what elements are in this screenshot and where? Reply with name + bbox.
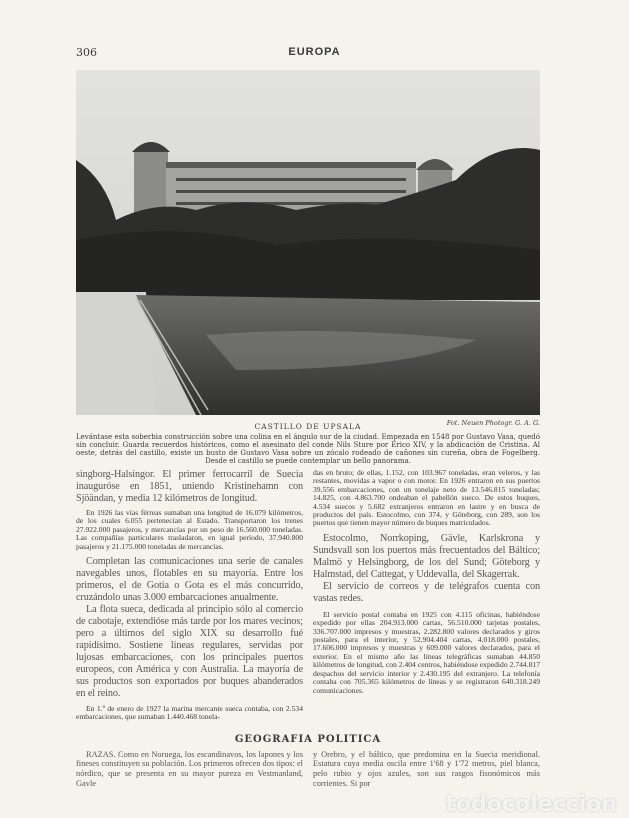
figure-caption: Levántase esta soberbia construcción sobre una colina en el ángulo sur de la ciudad. Empezada en 1548 por Gustavo Vasa, quedó sin concluir. Guarda recuerdos históricos, como el asesinato del conde Nils Sture por Erico XIV, y la abdicación de Cristina. Al oeste, detrás del castillo, existe un busto de Gustavo Vasa sobre un zócalo rodeado de cañones sin cureña, obra de Fogelberg. Desde el castillo se puede contemplar un bello panorama. <box>76 433 540 465</box>
photo-credit: Fot. Neuen Photogr. G. A. G. <box>446 419 540 427</box>
body-columns <box>76 469 540 722</box>
left-column <box>76 469 303 722</box>
running-title: EUROPA <box>288 46 341 58</box>
section-heading: GEOGRAFIA POLITICA <box>234 733 382 745</box>
paragraph: Completan las comunicaciones una serie de canales navegables unos, flotables en su mayoría. Entre los primeros, el de Gotia o Gota es el más concurrido, cruzándolo unas 3.000 embarcaciones anualmente. <box>76 556 303 604</box>
castle-photo <box>76 70 540 415</box>
paragraph: En 1.º de enero de 1927 la marina mercante sueca contaba, con 2.534 embarcaciones, que sumaban 1.440.468 tonela- <box>76 704 303 722</box>
paragraph: El servicio de correos y de telégrafos cuenta con vastas redes. <box>313 580 540 604</box>
paragraph: El servicio postal contaba en 1925 con 4.115 oficinas, habiéndose expedido por ellas 204.913.000 cartas, 56.510.000 tarjetas postales, 336.707.000 impresos y muestras, 2.282.800 valores declarados y giros postales, para el interior, y 52.904.404 cartas, 4.018.000 postales, 17.606.000 impresos y muestras y 609.000 valores declarados, para el exterior. En el mismo año las líneas telegráficas sumaban 44.850 kilómetros de longitud, con 2.404 centros, habiéndose expedido 2.744.817 despachos del servicio interior y 2.430.195 del extranjero. La telefonía contaba con 705.365 kilómetros de líneas y se registraron 640.318.249 comunicaciones. <box>313 609 540 695</box>
paragraph: das en bruto; de ellas, 1.152, con 103.967 toneladas, eran veleros, y las restantes, movidas a vapor o con motor. En 1926 entraron en sus puertos 39.556 embarcaciones, con un tonelaje neto de 13.546.815 toneladas; 14.825, con 4.863.700 ondeaban el pabellón sueco. De estos buques, 4.534 suecos y 5.682 extranjeros entraron en lastre y en busca de productos del país. Estocolmo, con 374, y Göteborg, con 289, son los puertos que tienen mayor número de buques matriculados. <box>313 468 540 528</box>
text-flow <box>76 419 617 818</box>
paragraph: En 1926 las vías férreas sumaban una longitud de 16.079 kilómetros, de los cuales 6.055 pertenecían al Estado. Transportaron los trenes 27.922.000 pasajeros, y mercancías por un peso de 16.560.000 toneladas. Las compañías particulares trasladaron, en igual período, 37.940.800 pasajeros y 21.175.000 toneladas de mercancías. <box>76 508 303 551</box>
section-columns <box>76 750 540 788</box>
section-right-text: y Orebro, y el báltico, que predomina en la Suecia meridional. Estatura cuya media oscila entre 1'68 y 1'72 metros, piel blanca, pelo rubio y ojos azules, son sus rasgos fisonómicos más corrientes. Si por <box>313 749 540 788</box>
paragraph: singborg-Halsingor. El primer ferrocarril de Suecia inauguróse en 1851, uniendo Kristinehamn con Sjöändan, y media 12 kilómetros de longitud. <box>76 469 303 504</box>
caption-row <box>76 419 540 431</box>
section-left-text: RAZAS. Como en Noruega, los escandinavos, los lapones y los fineses constituyen su población. Los primeros ofrecen dos tipos: el nórdico, que se presenta en su mayor pureza en Vestmanland, Gavle <box>76 749 304 788</box>
page-number: 306 <box>76 46 97 59</box>
paragraph: La flota sueca, dedicada al principio sólo al comercio de cabotaje, extendióse más tarde por los mares vecinos; pero a últimos del siglo XIX su desarrollo fué rapidísimo. Sostiene líneas regulares, servidas por lujosas embarcaciones, con los principales puertos europeos, con América y con Australia. La mayoría de sus productos son exportados por buques abanderados en el reino. <box>76 604 303 700</box>
right-column <box>313 469 540 722</box>
figure-title: CASTILLO DE UPSALA <box>254 422 362 431</box>
watermark: todocoleccion <box>445 792 617 818</box>
paragraph: Estocolmo, Norrkoping, Gävle, Karlskrona y Sundsvall son los puertos más frecuentados del Báltico; Malmö y Helsingborg, de los del Sund; Göteborg y Halmstad, del Cattegat, y Uddevalla, del Skagerrak. <box>313 532 540 580</box>
